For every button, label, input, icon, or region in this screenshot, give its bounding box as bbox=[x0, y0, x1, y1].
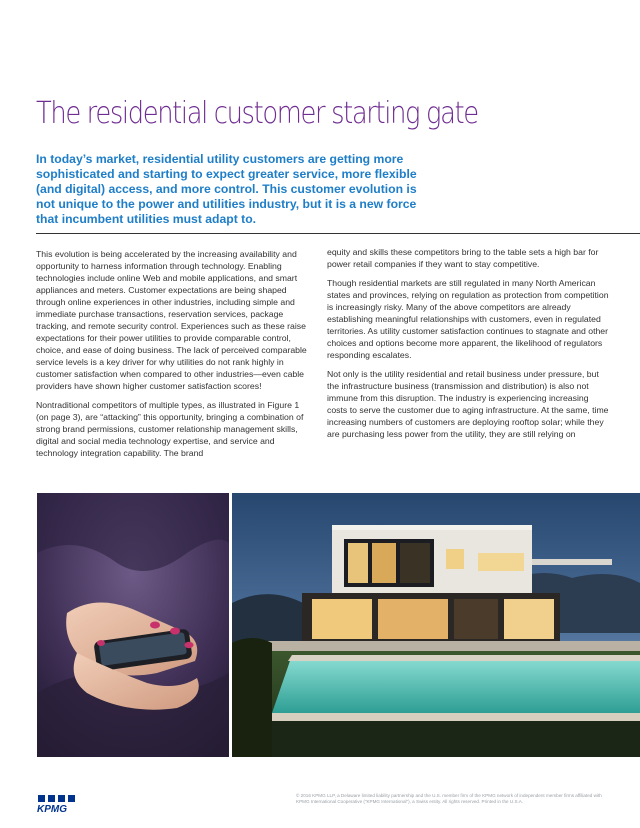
page-title: The residential customer starting gate bbox=[36, 96, 478, 131]
kpmg-logo bbox=[36, 795, 80, 813]
body-paragraph: equity and skills these competitors bring to the table sets a high bar for power retail companies if they want to stay competitive. bbox=[327, 247, 599, 269]
body-paragraph: Nontraditional competitors of multiple types, as illustrated in Figure 1 (on page 3), are “attacking” this opportunity, bringing a combination of strong brand permissions, customer relationship management skills, digital and social media technology expertise, and service and technology integration capability. The brand bbox=[36, 400, 304, 458]
body-paragraph: Though residential markets are still regulated in many North American states and provinces, relying on regulation as protection from competition is increasingly risky. Many of the above competitors are already establishing meaningful relationships with customers, even in regulated territories. As utility customer satisfaction continues to stagnate and other choices and options become more apparent, the likelihood of regulators responding escalates. bbox=[327, 278, 609, 360]
body-column-left bbox=[36, 248, 314, 466]
smartphone-photo bbox=[37, 493, 229, 757]
body-paragraph: This evolution is being accelerated by the increasing availability and opportunity to harness information through technology. Enabling technologies include online Web and mobile applications, and smart appliances and meters. Customer expectations are being shaped through online experiences in other industries, including simple and immediate purchase transactions, reservation services, package tracking, and remote security control. Experiences such as these raise expectations for their power utilities to provide comparable control, choice, and ease of doing business. The lack of perceived comparable service levels is a key driver for why utilities do not rank highly in customer satisfaction when compared to other industries—even cable providers have shown higher customer satisfaction scores! bbox=[36, 249, 307, 391]
divider-rule bbox=[36, 233, 640, 234]
copyright-footer: © 2016 KPMG LLP, a Delaware limited liability partnership and the U.S. member firm of the KPMG network of independent member firms affiliated with KPMG International Cooperative (“KPMG International”), a Swiss entity. All rights reserved. Printed in the U.S.A. bbox=[296, 793, 602, 804]
logo-wordmark: KPMG bbox=[37, 804, 67, 813]
body-paragraph: Not only is the utility residential and retail business under pressure, but the infrastructure business (transmission and distribution) is also not immune from this disruption. The industry is experiencing increasing costs to serve the customer due to aging infrastructure. At the same, time increasing numbers of customers are deploying rooftop solar; while they are purchasing less power from the utility, they are still relying on bbox=[327, 369, 609, 439]
body-column-right bbox=[327, 246, 609, 447]
house-photo bbox=[232, 493, 640, 757]
lead-paragraph: In today’s market, residential utility customers are getting more sophisticated and starting to expect greater service, more flexible (and digital) access, and more control. This customer evolution is not unique to the power and utilities industry, but it is a new force that incumbent utilities must adapt to. bbox=[36, 152, 417, 226]
